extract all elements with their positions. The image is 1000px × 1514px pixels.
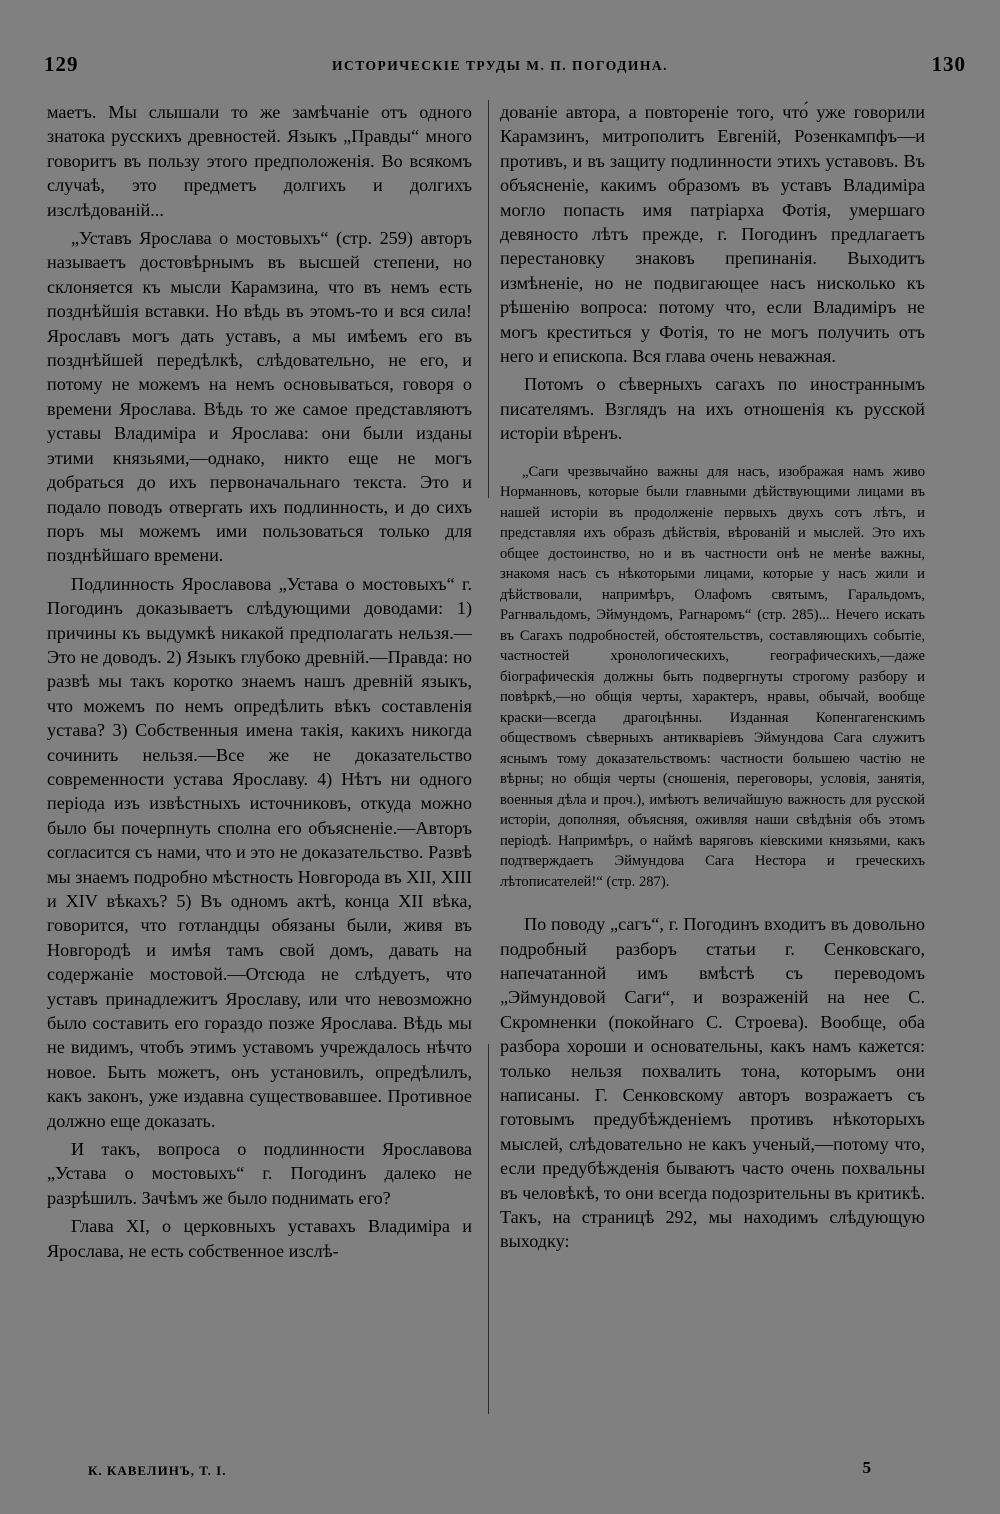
paragraph: маетъ. Мы слышали то же замѣчаніе отъ одного знатока русскихъ древностей. Языкъ „Правды“ много говоритъ въ пользу этого предположенія. Во всякомъ случаѣ, это предметъ долгихъ и долгихъ изслѣдованій... xyxy=(47,102,472,220)
page-number-left: 129 xyxy=(44,52,79,76)
paragraph: Глава XI, о церковныхъ уставахъ Владиміра и Ярослава, не есть собственное изслѣ- xyxy=(47,1216,472,1261)
left-column xyxy=(47,100,472,1263)
paragraph: „Уставъ Ярослава о мостовыхъ“ (стр. 259) авторъ называетъ достовѣрнымъ въ высшей степени, но склоняется къ мысли Карамзина, что въ немъ есть позднѣйшія вставки. Но вѣдь въ этомъ-то и вся сила! Ярославъ могъ дать уставъ, а мы имѣемъ его въ позднѣйшей передѣлкѣ, слѣдовательно, не его, и потому не можемъ на немъ основываться, говоря о времени Ярослава. Вѣдь то же самое представляютъ уставы Владиміра и Ярослава: они были изданы этими князьями,—однако, никто еще не могъ добраться до ихъ первоначальнаго текста. Это и подало поводъ отвергать ихъ подлинность, и до сихъ поръ мы можемъ ими пользоваться только для позднѣйшаго времени. xyxy=(47,228,472,566)
paragraph: Потомъ о сѣверныхъ сагахъ по иностраннымъ писателямъ. Взглядъ на ихъ отношенія къ русской исторіи вѣренъ. xyxy=(500,374,925,444)
paragraph: И такъ, вопроса о подлинности Ярославова „Устава о мостовыхъ“ г. Погодинъ далеко не разрѣшилъ. Зачѣмъ же было поднимать его? xyxy=(47,1139,472,1208)
right-column xyxy=(500,100,925,1254)
footer-signature: К. КАВЕЛИНЪ, Т. I. xyxy=(88,1463,227,1478)
block-quote: „Саги чрезвычайно важны для насъ, изображая намъ живо Норманновъ, которые были главными дѣйствующими лицами въ нашей исторіи въ продолженіе первыхъ двухъ сотъ лѣтъ, и представляя ихъ образъ дѣйствія, вѣрованій и мыслей. Это ихъ общее достоинство, но и въ частности онѣ не менѣе важны, знакомя насъ съ нѣкоторыми лицами, которые у насъ жили и дѣйствовали, напримѣръ, Олафомъ святымъ, Гаральдомъ, Рагнвальдомъ, Эймундомъ, Рагнаромъ“ (стр. 285)... Нечего искать въ Сагахъ подробностей, обстоятельствъ, составляющихъ событіе, частностей хронологическихъ, географическихъ,—даже біографическія должны быть подвергнуты строгому разбору и повѣркѣ,—но общія черты, характеръ, нравы, обычай, вообще краски—всегда драгоцѣнны. Изданная Копенгагенскимъ обществомъ сѣверныхъ антикваріевъ Эймундова Сага служитъ яснымъ тому доказательствомъ: частности большею частію не вѣрны; но общія черты (сношенія, переговоры, условія, занятія, военныя дѣла и проч.), имѣютъ величайшую важность для русской исторіи, дополняя, объясняя, оживляя наши свѣдѣнія объ этомъ періодѣ. Напримѣръ, о наймѣ варяговъ кіевскими князьями, какъ подтверждаетъ Эймундова Сага Нестора и греческихъ лѣтописателей!“ (стр. 287). xyxy=(500,463,925,890)
paragraph: По поводу „сагъ“, г. Погодинъ входитъ въ довольно подробный разборъ статьи г. Сенковскаго, напечатанной имъ вмѣстѣ съ переводомъ „Эймундовой Саги“, и возраженій на нее С. Скромненки (покойнаго С. Строева). Вообще, оба разбора хороши и основательны, какъ намъ кажется: только нельзя похвалить тона, которымъ они написаны. Г. Сенковскому авторъ возражаетъ съ готовымъ предубѣжденіемъ противъ нѣкоторыхъ мыслей, слѣдовательно не какъ ученый,—потому что, если предубѣжденія бываютъ часто очень похвальны въ человѣкѣ, то они всегда подозрительны въ критикѣ. Такъ, на страницѣ 292, мы находимъ слѣдующую выходку: xyxy=(500,914,925,1252)
running-title: ИСТОРИЧЕСКІЕ ТРУДЫ М. П. ПОГОДИНА. xyxy=(331,58,669,73)
page-header xyxy=(28,52,972,86)
paragraph: Подлинность Ярославова „Устава о мостовыхъ“ г. Погодинъ доказываетъ слѣдующими доводами: 1) причины къ выдумкѣ никакой предполагать нельзя.—Это не доводъ. 2) Языкъ глубоко древній.—Правда: но развѣ мы такъ коротко знаемъ нашъ древній языкъ, что можемъ по немъ опредѣлить вѣкъ составленія устава? 3) Собственныя имена такія, какихъ никогда сочинить нельзя.—Все же не доказательство современности устава Ярославу. 4) Нѣтъ ни одного періода изъ извѣстныхъ источниковъ, откуда можно было бы почерпнуть сполна его объясненіе.—Авторъ согласится съ нами, что и это не доказательство. Развѣ мы знаемъ подробно мѣстность Новгорода въ XII, XIII и XIV вѣкахъ? 5) Въ одномъ актѣ, конца XII вѣка, говорится, что готландцы обязаны были, живя въ Новгородѣ и имѣя тамъ свой домъ, давать на содержаніе мостовой.—Отсюда не слѣдуетъ, что уставъ принадлежитъ Ярославу, или что невозможно было составить его гораздо позже Ярослава. Вѣдь мы не видимъ, чтобъ этимъ уставомъ учреждалось нѣчто новое. Быть можетъ, онъ установилъ, опредѣлилъ, какъ законъ, уже издавна существовавшее. Противное должно еще доказать. xyxy=(47,573,472,1131)
page-number-right: 130 xyxy=(931,52,966,76)
column-rule xyxy=(488,1044,489,1414)
paragraph: дованіе автора, а повтореніе того, что́ уже говорили Карамзинъ, митрополитъ Евгеній, Розенкампфъ—и противъ, и въ защиту подлинности этихъ уставовъ. Въ объясненіе, какимъ образомъ въ уставъ Владиміра могло попасть имя патріарха Фотія, умершаго девяносто лѣтъ прежде, г. Погодинъ предлагаетъ перестановку знаковъ препинанія. Выходитъ измѣненіе, но не подвигающее насъ нисколько къ рѣшенію вопроса: потому что, если Владиміръ не могъ креститься у Фотія, то не могъ получить отъ него и епископа. Вся глава очень неважная. xyxy=(500,102,925,367)
column-rule xyxy=(488,100,489,498)
footer-sheet-number: 5 xyxy=(862,1458,872,1477)
